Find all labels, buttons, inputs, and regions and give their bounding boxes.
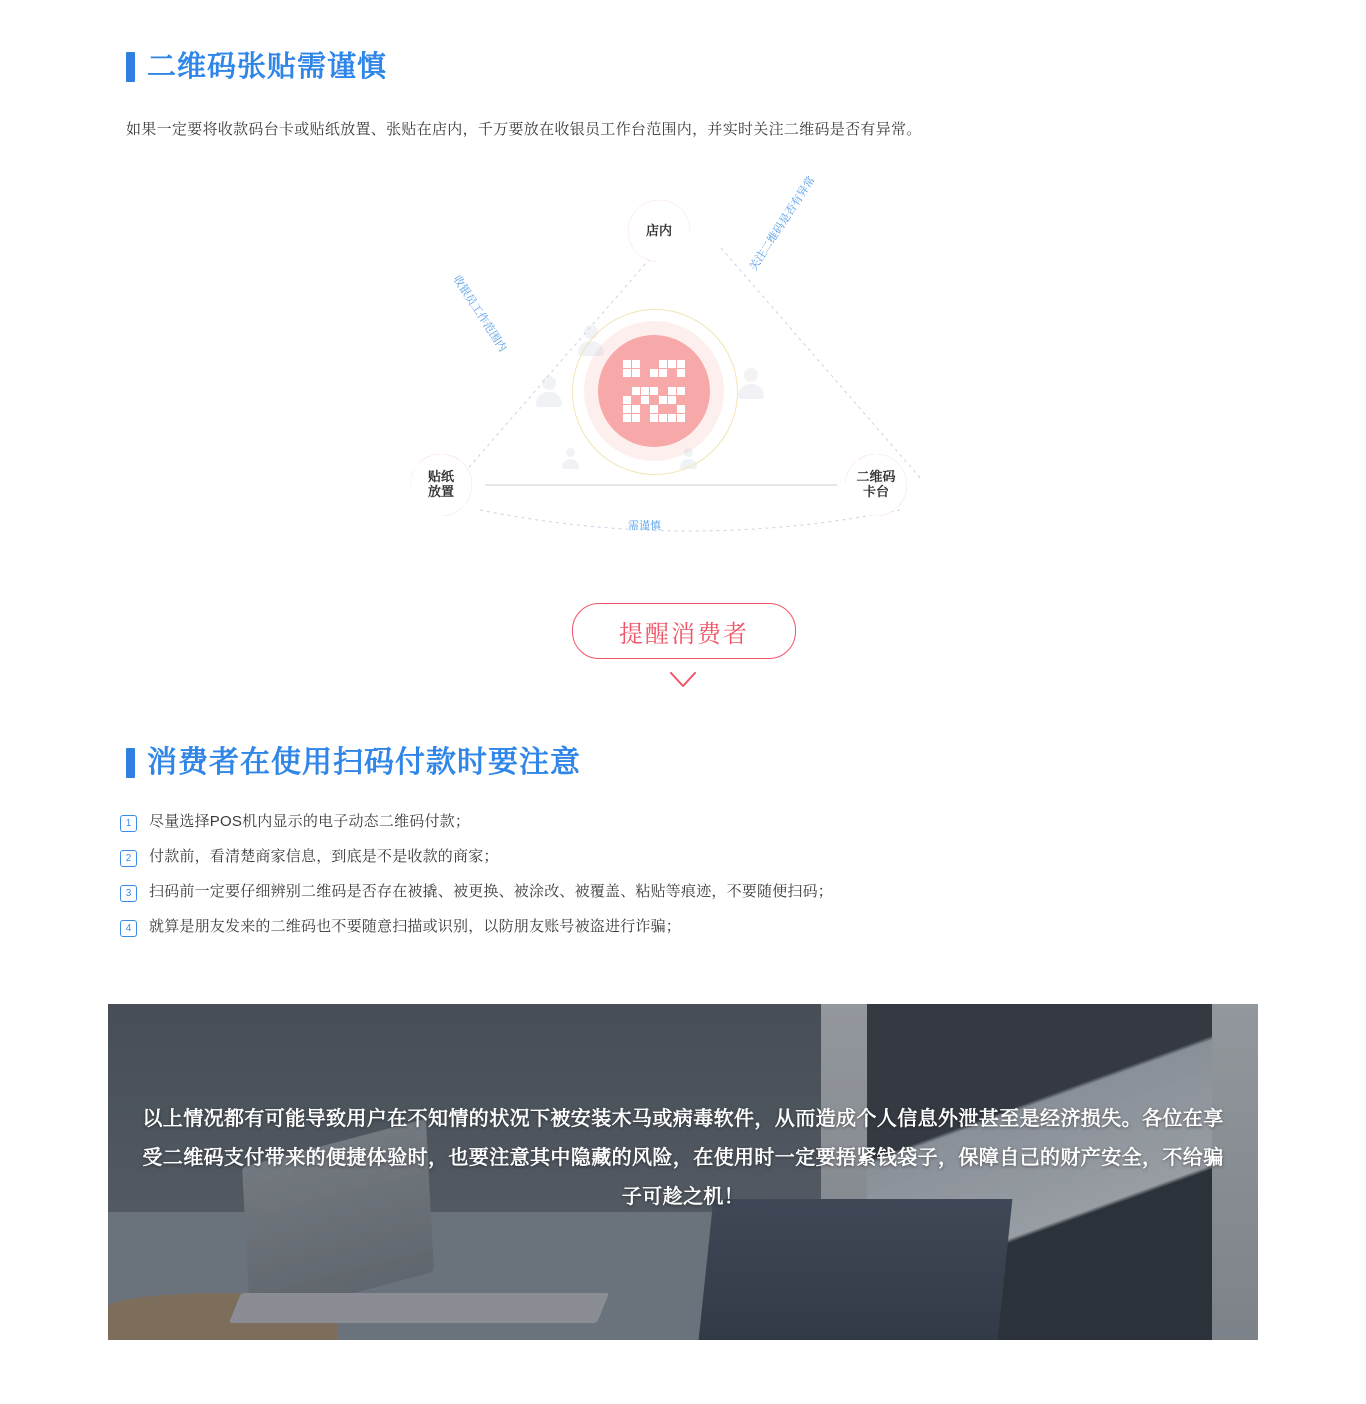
diagram-node-sticker bbox=[410, 454, 472, 516]
edge-label-watch-qr: 关注二维码是否有异常 bbox=[747, 174, 818, 274]
node-label-sticker-line2: 放置 bbox=[427, 484, 454, 499]
list-item-text: 就算是朋友发来的二维码也不要随意扫描或识别，以防朋友账号被盗进行诈骗； bbox=[149, 918, 682, 935]
diagram-node-store bbox=[628, 200, 690, 262]
intro-paragraph: 如果一定要将收款码台卡或贴纸放置、张贴在店内，千万要放在收银员工作台范围内，并实时关注二维码是否有异常。 bbox=[126, 121, 922, 138]
list-item bbox=[120, 882, 1250, 902]
person-icon bbox=[562, 448, 579, 469]
triangle-diagram bbox=[340, 174, 1040, 580]
diagram-node-qrcard bbox=[845, 454, 907, 516]
node-label-sticker-line1: 贴纸 bbox=[427, 469, 454, 485]
section-heading-qr-posting bbox=[126, 52, 387, 82]
edge-label-careful: 需谨慎 bbox=[628, 520, 661, 532]
node-label-qrcard bbox=[845, 454, 907, 516]
section-title: 消费者在使用扫码付款时要注意 bbox=[147, 746, 581, 779]
qr-grid bbox=[623, 360, 685, 422]
list-item-text: 尽量选择POS机内显示的电子动态二维码付款； bbox=[149, 813, 471, 830]
list-number-badge: 2 bbox=[120, 850, 137, 867]
list-number-badge: 1 bbox=[120, 815, 137, 832]
list-item-text: 扫码前一定要仔细辨别二维码是否存在被撬、被更换、被涂改、被覆盖、粘贴等痕迹，不要随便扫码； bbox=[149, 883, 834, 900]
node-label-qrcard-line1: 二维码 bbox=[856, 469, 896, 485]
chevron-down-icon bbox=[670, 672, 696, 688]
person-icon bbox=[536, 376, 562, 407]
list-item bbox=[120, 812, 1250, 832]
edge-label-cashier-area: 收银员工作范围内 bbox=[450, 273, 509, 354]
node-label-sticker bbox=[410, 454, 472, 516]
node-label-qrcard-line2: 卡台 bbox=[862, 484, 889, 499]
node-label-store: 店内 bbox=[628, 200, 690, 262]
list-number-badge: 3 bbox=[120, 885, 137, 902]
list-item-text: 付款前，看清楚商家信息，到底是不是收款的商家； bbox=[149, 848, 499, 865]
person-icon bbox=[738, 368, 764, 399]
section-heading-consumer-notice bbox=[126, 748, 581, 778]
notice-list bbox=[120, 812, 1250, 952]
heading-accent-bar bbox=[126, 52, 135, 82]
list-item bbox=[120, 917, 1250, 937]
heading-accent-bar bbox=[126, 748, 135, 778]
summary-banner bbox=[108, 1004, 1258, 1340]
list-number-badge: 4 bbox=[120, 920, 137, 937]
page-title: 二维码张贴需谨慎 bbox=[147, 50, 388, 83]
banner-summary-text: 以上情况都有可能导致用户在不知情的状况下被安装木马或病毒软件，从而造成个人信息外泄甚至是经济损失。各位在享受二维码支付带来的便捷体验时，也要注意其中隐藏的风险，在使用时一定要捂紧钱袋子，保障自己的财产安全，不给骗子可趁之机！ bbox=[142, 1108, 1224, 1208]
remind-consumer-badge: 提醒消费者 bbox=[572, 603, 796, 659]
list-item bbox=[120, 847, 1250, 867]
qr-code-icon bbox=[598, 335, 710, 447]
